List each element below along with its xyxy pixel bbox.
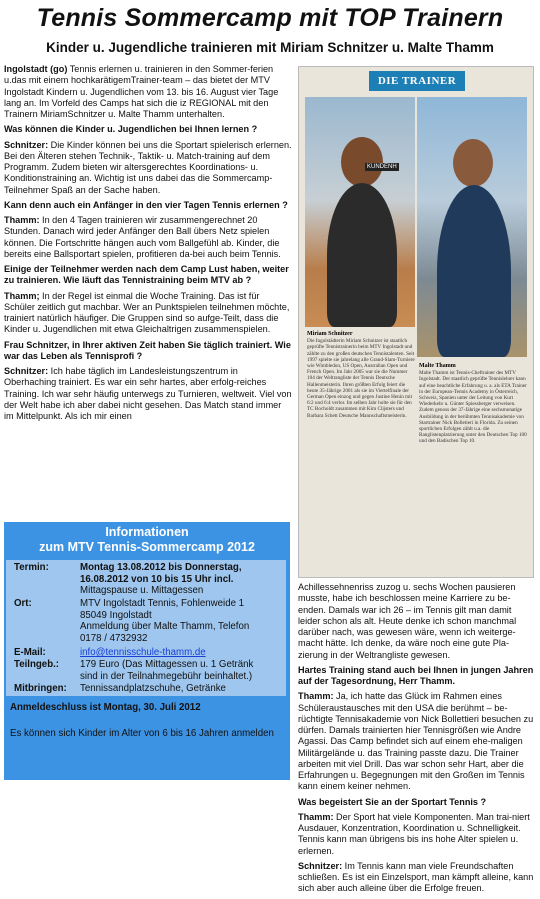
fee-label: Teilngeb.: — [14, 659, 60, 670]
info-box — [4, 522, 290, 780]
email-label: E-Mail: — [14, 647, 46, 658]
answer-text: In den 4 Tagen trainieren wir zusammengerechnet 20 Stunden. Danach wird jeder Anfänger den Ball übers Netz spielen können. Die Fortschritte hängen auch vom Ballgefühl ab. Kinder, die bereits eine Ballsportart spielen, profitieren da-bei auch beim Tennis. — [4, 215, 281, 259]
ort-line: 0178 / 4732932 — [80, 632, 148, 644]
interview-left — [4, 124, 292, 422]
info-header-line1: Informationen — [105, 525, 189, 539]
photo-miriam-schnitzer — [305, 97, 415, 327]
termin-line: Montag 13.08.2012 bis Donnerstag, — [80, 562, 242, 573]
answer-text: Ich habe täglich im Landesleistungszentrum in Oberhaching trainiert. Es war ein sehr hartes, aber erfolg-reiches Training. Ich war sehr häufig unterwegs zu Turnieren, weltweit. Viel von der Welt habe ich aber dabei nicht gesehen. Das Match stand immer im Mittelpunkt. Als ich mir einen — [4, 366, 292, 421]
answer-text: Die Kinder können bei uns die Sportart spielerisch erlernen. Bei den Älteren stehen Technik-, Taktik- u. Match-training auf dem Programm. Zudem bieten wir altersgerechtes Koordinations- u. Konditionstraining an. Wichtig ist uns dabei das die Sommercamp-Teilnehmer Spaß an der Sache haben. — [4, 139, 292, 195]
person-body — [327, 183, 397, 327]
interview-question: Kann denn auch ein Anfänger in den vier Tagen Tennis erlernen ? — [4, 199, 288, 210]
ort-label: Ort: — [14, 598, 32, 609]
info-header — [4, 522, 290, 555]
fee-line: sind in der Teilnahmegebühr beinhaltet.) — [80, 670, 253, 682]
caption-malte-name: Malte Thamm — [419, 363, 456, 369]
speaker-name: Schnitzer: — [298, 860, 343, 871]
fee-line: 179 Euro (Das Mittagessen u. 1 Getränk — [80, 659, 254, 670]
bring-value: Tennissandplatzschuhe, Getränke — [80, 683, 226, 694]
bring-label: Mitbringen: — [14, 683, 67, 694]
person-silhouette — [341, 137, 383, 187]
termin-line: 16.08.2012 von 10 bis 15 Uhr incl. — [80, 573, 234, 585]
interview-question: Einige der Teilnehmer werden nach dem Camp Lust haben, weiter zu trainieren. Wie läuft das Tennistraining beim MTV ab ? — [4, 264, 289, 286]
termin-value — [80, 562, 242, 597]
article-subtitle: Kinder u. Jugendliche trainieren mit Miriam Schnitzer u. Malte Thamm — [46, 40, 494, 55]
answer-text: Ja, ich hatte das Glück im Rahmen eines Schüleraustausches mit den USA die berühmt – be-rüchtigte Tennisakademie von Nick Bollettieri besuchen zu dürfen. Damals trainierten hier Tennisgrößen wie Andre Agassi. Das Camp befindet sich auf einem ehe-maligen Militärgelände u. das Training passte dazu. Die Trainer arbeiten mit viel Drill. Das war schon sehr Hart, aber die Erfahrungen u. Begegnungen mit den Großen im Tennis kann einem keiner nehmen. — [298, 691, 534, 792]
ort-line: 85049 Ingolstadt — [80, 609, 152, 621]
interview-answer — [298, 861, 536, 895]
person-body — [437, 185, 511, 357]
interview-answer — [4, 291, 292, 336]
info-details — [6, 560, 286, 696]
interview-answer — [4, 215, 292, 260]
ort-line: MTV Ingolstadt Tennis, Fohlenweide 1 — [80, 598, 245, 609]
interview-right — [298, 582, 536, 895]
caption-miriam — [307, 331, 415, 419]
termin-line: Mittagspause u. Mittagessen — [80, 585, 204, 596]
interview-question: Hartes Training stand auch bei Ihnen in jungen Jahren auf der Tagesordnung, Herr Thamm. — [298, 664, 534, 686]
registration-deadline: Anmeldeschluss ist Montag, 30. Juli 2012 — [10, 702, 201, 713]
interview-answer — [298, 812, 536, 857]
intro-paragraph — [4, 64, 292, 120]
article-title: Tennis Sommercamp mit TOP Trainern — [36, 4, 504, 32]
ort-line: Anmeldung über Malte Thamm, Telefon — [80, 621, 250, 632]
email-link[interactable]: info@tennisschule-thamm.de — [80, 647, 206, 658]
trainer-photo-panel — [298, 66, 534, 578]
dateline: Ingolstadt (go) — [4, 64, 68, 74]
interview-question: Frau Schnitzer, in Ihrer aktiven Zeit haben Sie täglich trainiert. Wie war das Leben als Tennisprofi ? — [4, 339, 291, 361]
speaker-name: Schnitzer: — [4, 139, 49, 150]
trainer-banner: DIE TRAINER — [369, 71, 465, 91]
answer-text: Achillessehnenriss zuzog u. sechs Wochen pausieren musste, habe ich beschlossen meine Karriere zu be-enden. Damals war ich 26 – im Tennis gilt man damit leider schon als alt. Heute denke ich schon manchmal darüber nach, was gewesen wäre, wenn ich weiterge-macht hätte. Ich denke, da wäre noch eine gute Pla-zierung in der Weltrangliste gewesen. — [298, 582, 517, 660]
speaker-name: Schnitzer: — [4, 366, 49, 376]
termin-label: Termin: — [14, 562, 49, 573]
ort-value — [80, 598, 249, 644]
interview-question: Was können die Kinder u. Jugendlichen bei Ihnen lernen ? — [4, 124, 258, 135]
interview-answer — [298, 582, 536, 661]
interview-answer — [4, 140, 292, 196]
speaker-name: Thamm: — [4, 215, 40, 225]
answer-text: In der Regel ist einmal die Woche Training. Das ist für Schüler zeitlich gut machbar. Wer an Punktspielen teilnehmen möchte, trainiert natürlich häufiger. Die Gruppen sind so aufge-Teilt, dass die Kinder u. Jugendlichen mit etwa Gleichaltrigen zusammenspielen. — [4, 290, 290, 335]
photo-malte-thamm — [417, 97, 527, 357]
fee-value — [80, 659, 253, 682]
shirt-logo: KUNDENH — [367, 164, 397, 170]
speaker-name: Thamm: — [298, 811, 334, 822]
right-column — [298, 582, 536, 899]
caption-miriam-name: Miriam Schnitzer — [307, 331, 353, 337]
answer-text: Im Tennis kann man viele Freundschaften schließen. Es ist ein Einzelsport, man kämpft alleine, kann sich aber auch alleine über die Erfolge freuen. — [298, 860, 534, 894]
interview-answer — [4, 366, 292, 422]
interview-answer — [298, 691, 536, 792]
caption-miriam-text: Die Ingolstädterin Miriam Schnitzer ist staatlich geprüfte Tennistrainerin beim MTV Ingolstadt und zählte zu den großen deutschen Tennistalenten. Seit 1997 spielte sie jahrelang alle Grand-Slam-Turniere wie Wimbledon, US Open, Australian Open und French Open. Im Jahr 2005 war sie die Nummer 104 der Weltrangliste der Tennis Deutsche Hallenmeisterin. Ihren größten Erfolg feiert die heute 35-Jährige 2001 als sie im Viertelfinale der German Open einzog und gegen Justine Henin mit 6:2 und 6:4 verlor. Im selben Jahr holte sie für den TC Bocholdt zusammen mit Kim Clijsters und Barbara Schett Deutsche Mannschaftsmeisterin. — [307, 338, 415, 419]
person-silhouette — [453, 139, 493, 187]
caption-malte-text: Malte Thamm ist Tennis-Cheftrainer des MTV Ingolstadt. Der staatlich geprüfte Tennislehrer kann auf eine beachtliche Erfahrung u. a. als ETA Trainer in der European-Tennis Academy in Österreich, Schweiz, Spanien unter der Leitung von Kurt Wiederkehr u. Günter Spiessberger verweisen. Zudem genoss der 37-Jährige eine sechsmonatige Ausbildung in der berühmten Tennisakademie von Startrainer Nick Bolletieri in Florida. Zu seinen sportlichen Erfolgen zählt u.a. die Ranglistenplatzierung unter den Deutschen Top 100 und den Badischen Top 10. — [419, 370, 527, 445]
info-header-line2: zum MTV Tennis-Sommercamp 2012 — [39, 540, 255, 554]
speaker-name: Thamm: — [298, 691, 334, 702]
intro-text: Tennis erlernen u. trainieren in den Sommer-ferien u.das mit einem hochkarätigemTrainer-team – das bietet der MTV Ingolstadt Kindern u. Jugendlichen vom 13. bis 16. August vier Tage lang an. Im Vorfeld des Camps hat sich die iz REGIONAL mit den Trainern MiriamSchnitzer u. Malte Thamm unterhalten. — [4, 64, 279, 119]
age-note: Es können sich Kinder im Alter von 6 bis 16 Jahren anmelden — [10, 728, 274, 739]
speaker-name: Thamm; — [4, 290, 40, 301]
caption-malte — [419, 363, 527, 445]
interview-question: Was begeistert Sie an der Sportart Tennis ? — [298, 796, 487, 807]
answer-text: Der Sport hat viele Komponenten. Man trai-niert Ausdauer, Konzentration, Koordination u. Schnelligkeit. Tennis kann man übrigens bis ins hohe Alter spielen u. erlernen. — [298, 811, 530, 856]
left-column — [4, 64, 292, 426]
